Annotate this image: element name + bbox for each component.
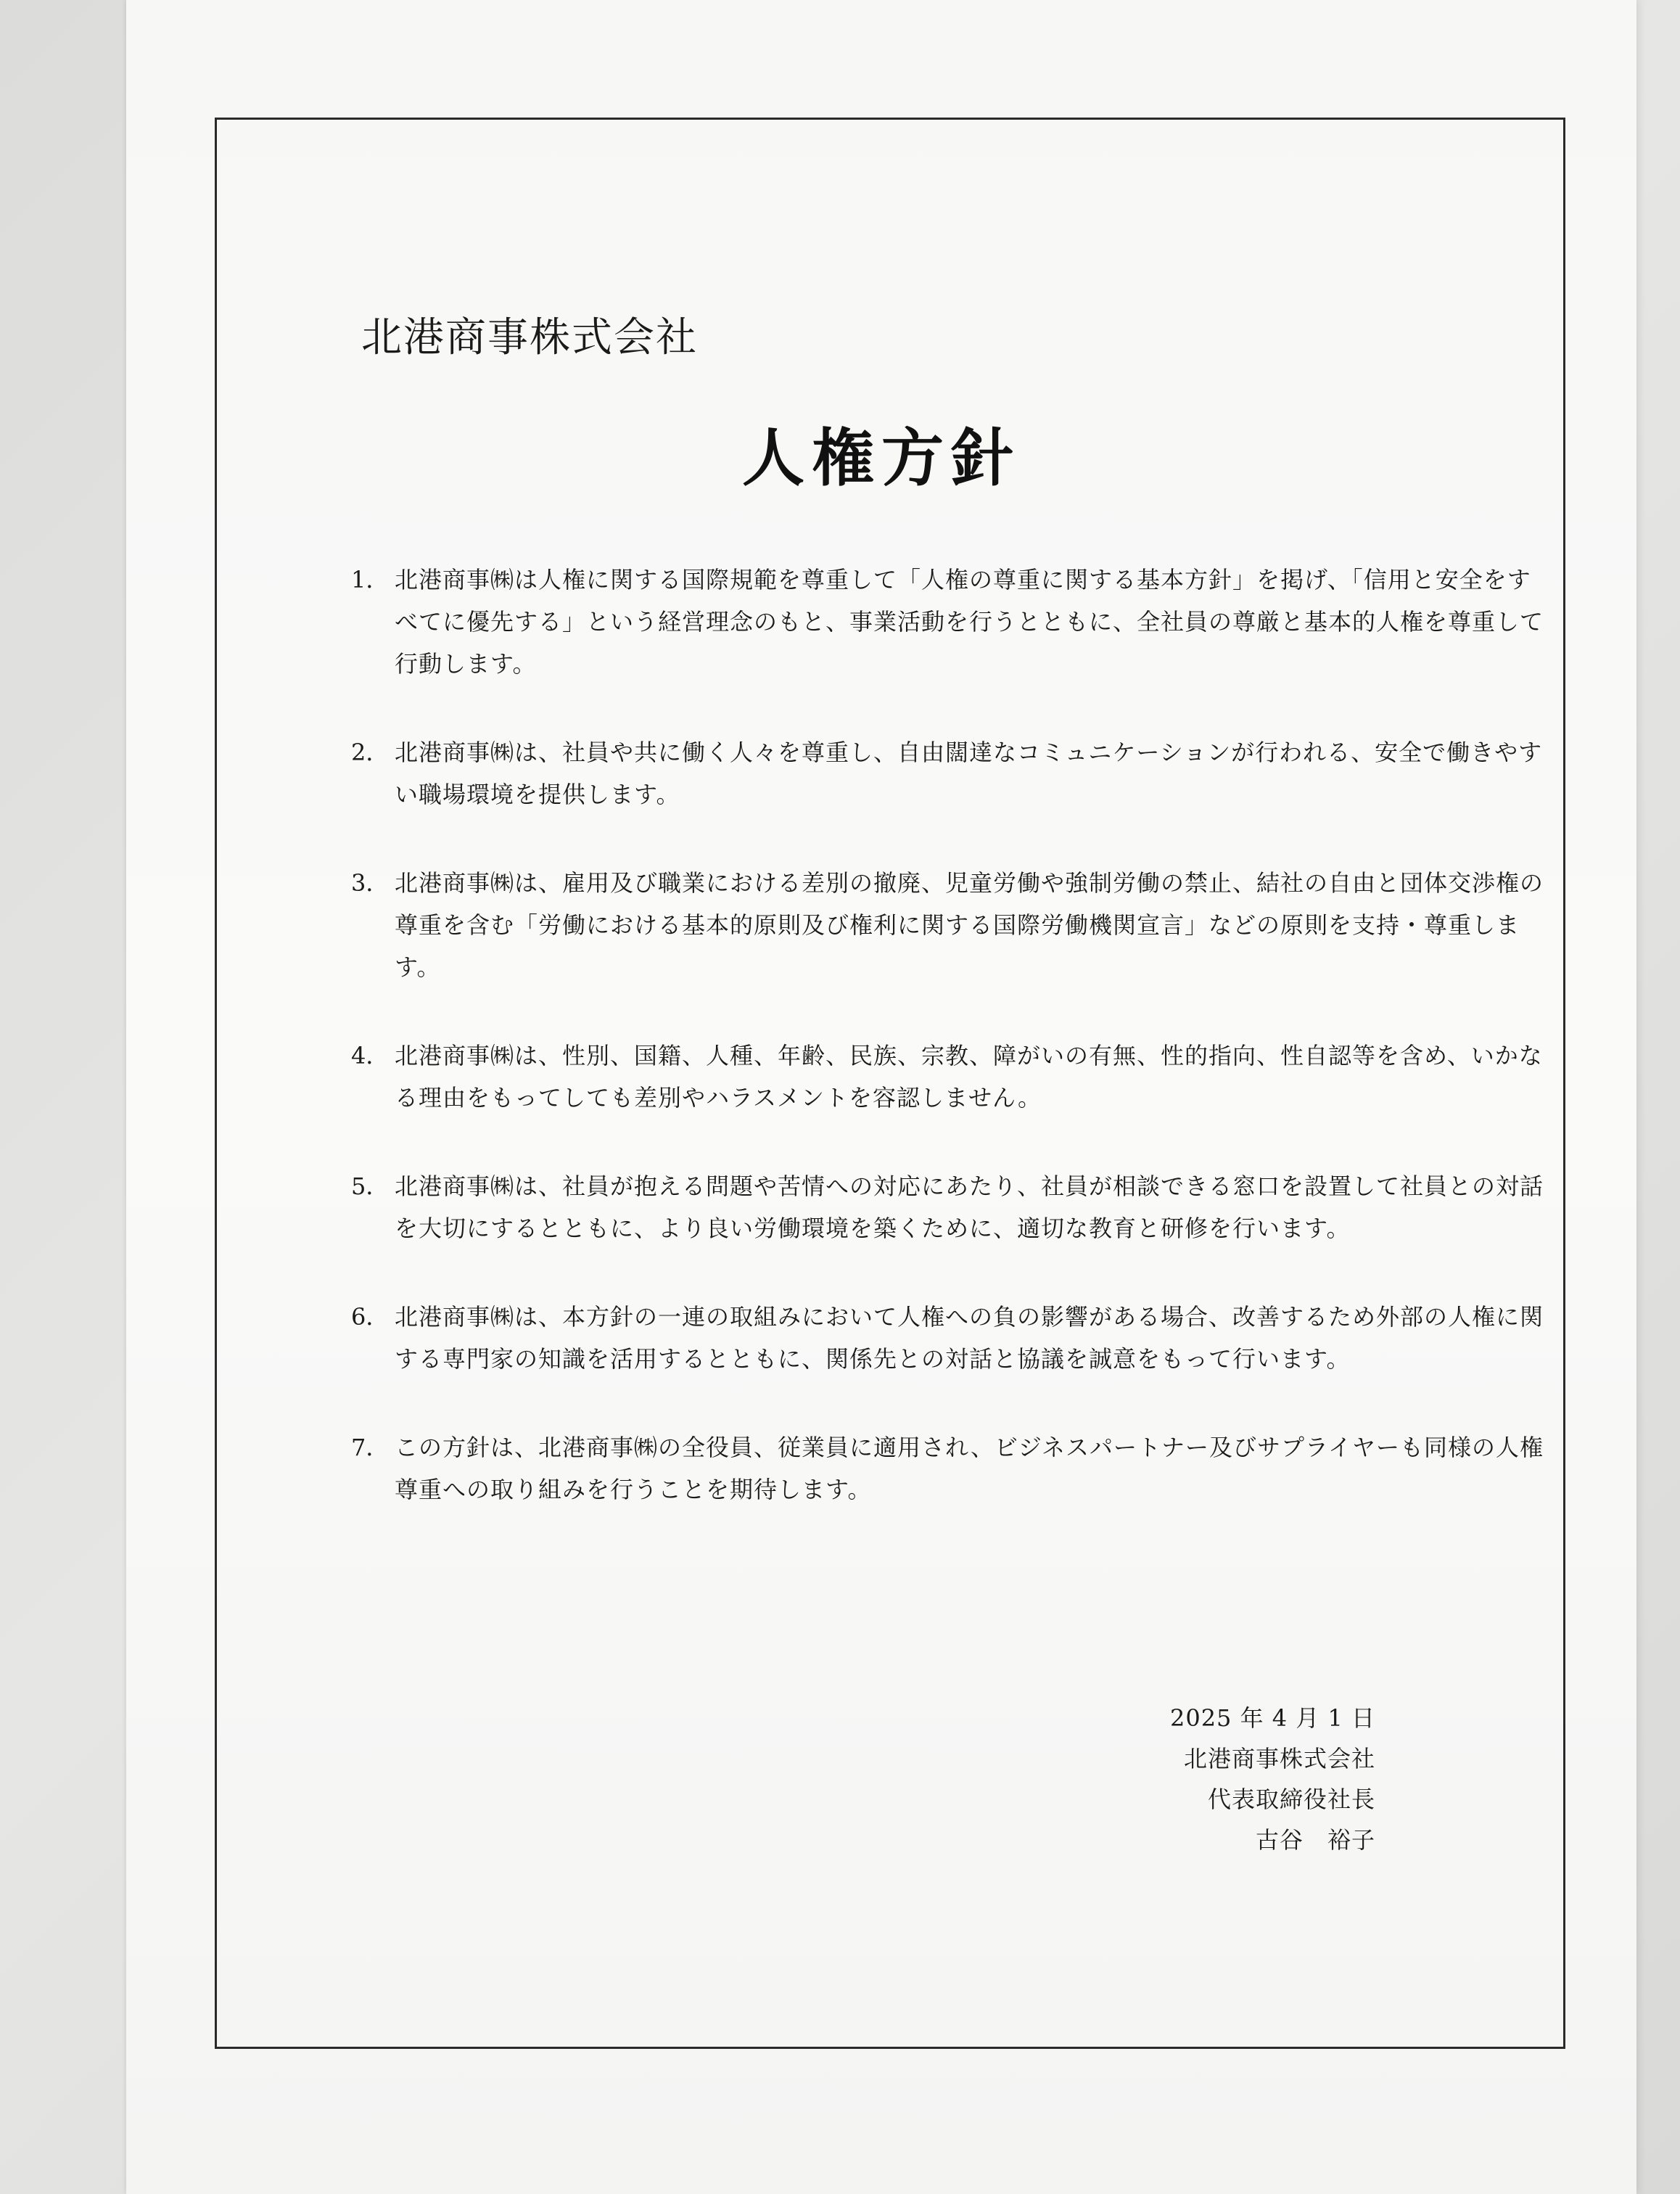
policy-number: 7．	[351, 1434, 390, 1461]
document-title: 人権方針	[742, 422, 1021, 495]
policy-text: この方針は、北港商事㈱の全役員、従業員に適用され、ビジネスパートナー及びサプライヤーも同様の人権尊重への取り組みを行うことを期待します。	[395, 1434, 1544, 1503]
policy-number: 6．	[351, 1303, 390, 1331]
policy-number: 4．	[351, 1042, 390, 1069]
policy-text: 北港商事㈱は、雇用及び職業における差別の撤廃、児童労働や強制労働の禁止、結社の自由と団体交渉権の尊重を含む「労働における基本的原則及び権利に関する国際労働機関宣言」などの原則を支持・尊重します。	[395, 869, 1544, 981]
policy-number: 1．	[351, 566, 390, 593]
policy-item-5	[351, 1165, 1548, 1249]
paper-sheet	[126, 0, 1636, 2194]
policy-text: 北港商事㈱は、性別、国籍、人種、年齢、民族、宗教、障がいの有無、性的指向、性自認等を含め、いかなる理由をもってしても差別やハラスメントを容認しません。	[395, 1042, 1543, 1112]
policy-number: 3．	[351, 869, 390, 897]
signature-date: 2025 年 4 月 1 日	[1169, 1704, 1375, 1732]
policy-item-2	[351, 731, 1548, 815]
policy-item-1	[351, 559, 1548, 685]
policy-item-4	[351, 1035, 1548, 1119]
policy-text: 北港商事㈱は、社員や共に働く人々を尊重し、自由闊達なコミュニケーションが行われる、安全で働きやすい職場環境を提供します。	[395, 739, 1543, 808]
policy-text: 北港商事㈱は、社員が抱える問題や苦情への対応にあたり、社員が相談できる窓口を設置して社員との対話を大切にするとともに、より良い労働環境を築くために、適切な教育と研修を行います。	[395, 1172, 1544, 1242]
signature-company: 北港商事株式会社	[1183, 1745, 1375, 1772]
policy-number: 5．	[351, 1172, 390, 1200]
policy-text: 北港商事㈱は人権に関する国際規範を尊重して「人権の尊重に関する基本方針」を掲げ、「信用と安全をすべてに優先する」という経営理念のもと、事業活動を行うとともに、全社員の尊厳と基本的人権を尊重して行動します。	[395, 566, 1544, 678]
policy-item-3	[351, 862, 1548, 988]
company-header: 北港商事株式会社	[361, 314, 698, 361]
signature-block	[1170, 1698, 1375, 1860]
policy-item-6	[351, 1296, 1548, 1380]
signature-position: 代表取締役社長	[1207, 1786, 1375, 1813]
policy-item-7	[351, 1426, 1548, 1511]
policy-text: 北港商事㈱は、本方針の一連の取組みにおいて人権への負の影響がある場合、改善するため外部の人権に関する専門家の知識を活用するとともに、関係先との対話と協議を誠意をもって行います。	[395, 1303, 1544, 1373]
signature-name: 古谷 裕子	[1255, 1826, 1375, 1854]
policy-number: 2．	[351, 739, 390, 766]
policy-list	[351, 559, 1548, 1557]
